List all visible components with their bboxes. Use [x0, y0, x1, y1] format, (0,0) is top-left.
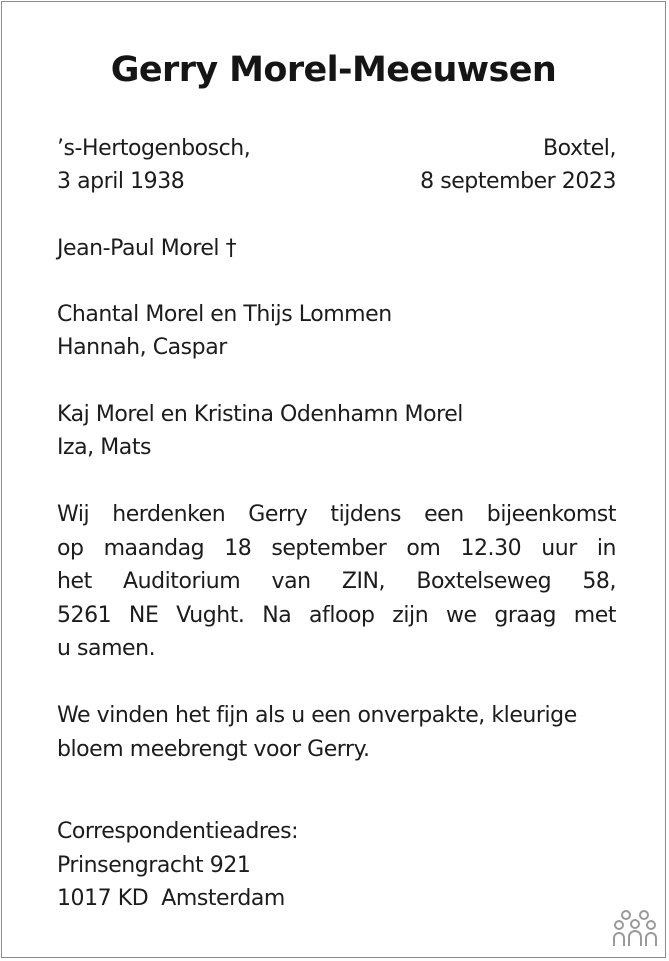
grandchildren-2: Iza, Mats — [57, 435, 152, 460]
request-paragraph — [57, 699, 616, 766]
birth-date: 3 april 1938 — [57, 169, 185, 194]
family-member-1: Jean-Paul Morel † — [57, 236, 237, 261]
death-date: 8 september 2023 — [420, 169, 616, 194]
announcement-line: het Auditorium van ZIN, Boxtelseweg 58, — [57, 569, 616, 594]
request-line: bloem meebrengt voor Gerry. — [57, 736, 370, 762]
announcement-line: 5261 NE Vught. Na afloop zijn we graag met — [57, 602, 616, 628]
correspondence-street: Prinsengracht 921 — [57, 852, 251, 878]
birth-place: ’s-Hertogenbosch, — [57, 136, 251, 161]
grandchildren-1: Hannah, Caspar — [57, 335, 227, 360]
announcement-line: op maandag 18 september om 12.30 uur in — [57, 535, 616, 561]
family-member-2: Chantal Morel en Thijs Lommen — [57, 302, 392, 327]
family-member-3: Kaj Morel en Kristina Odenhamn Morel — [57, 402, 463, 427]
places-row — [57, 132, 616, 166]
announcement-line: u samen. — [57, 636, 156, 661]
correspondence-label: Correspondentieadres: — [57, 819, 299, 844]
correspondence-address — [57, 815, 616, 916]
request-line: We vinden het fijn als u een onverpakte, kleurige — [57, 703, 577, 728]
people-group-icon — [612, 908, 658, 948]
announcement-line: Wij herdenken Gerry tijdens een bijeenkomst — [57, 502, 616, 527]
obituary-card — [1, 1, 666, 958]
death-place: Boxtel, — [542, 136, 616, 161]
deceased-name-title: Gerry Morel-Meeuwsen — [110, 50, 557, 90]
correspondence-city: 1017 KD Amsterdam — [57, 886, 285, 911]
announcement-paragraph — [57, 498, 616, 666]
dates-row — [57, 165, 616, 199]
